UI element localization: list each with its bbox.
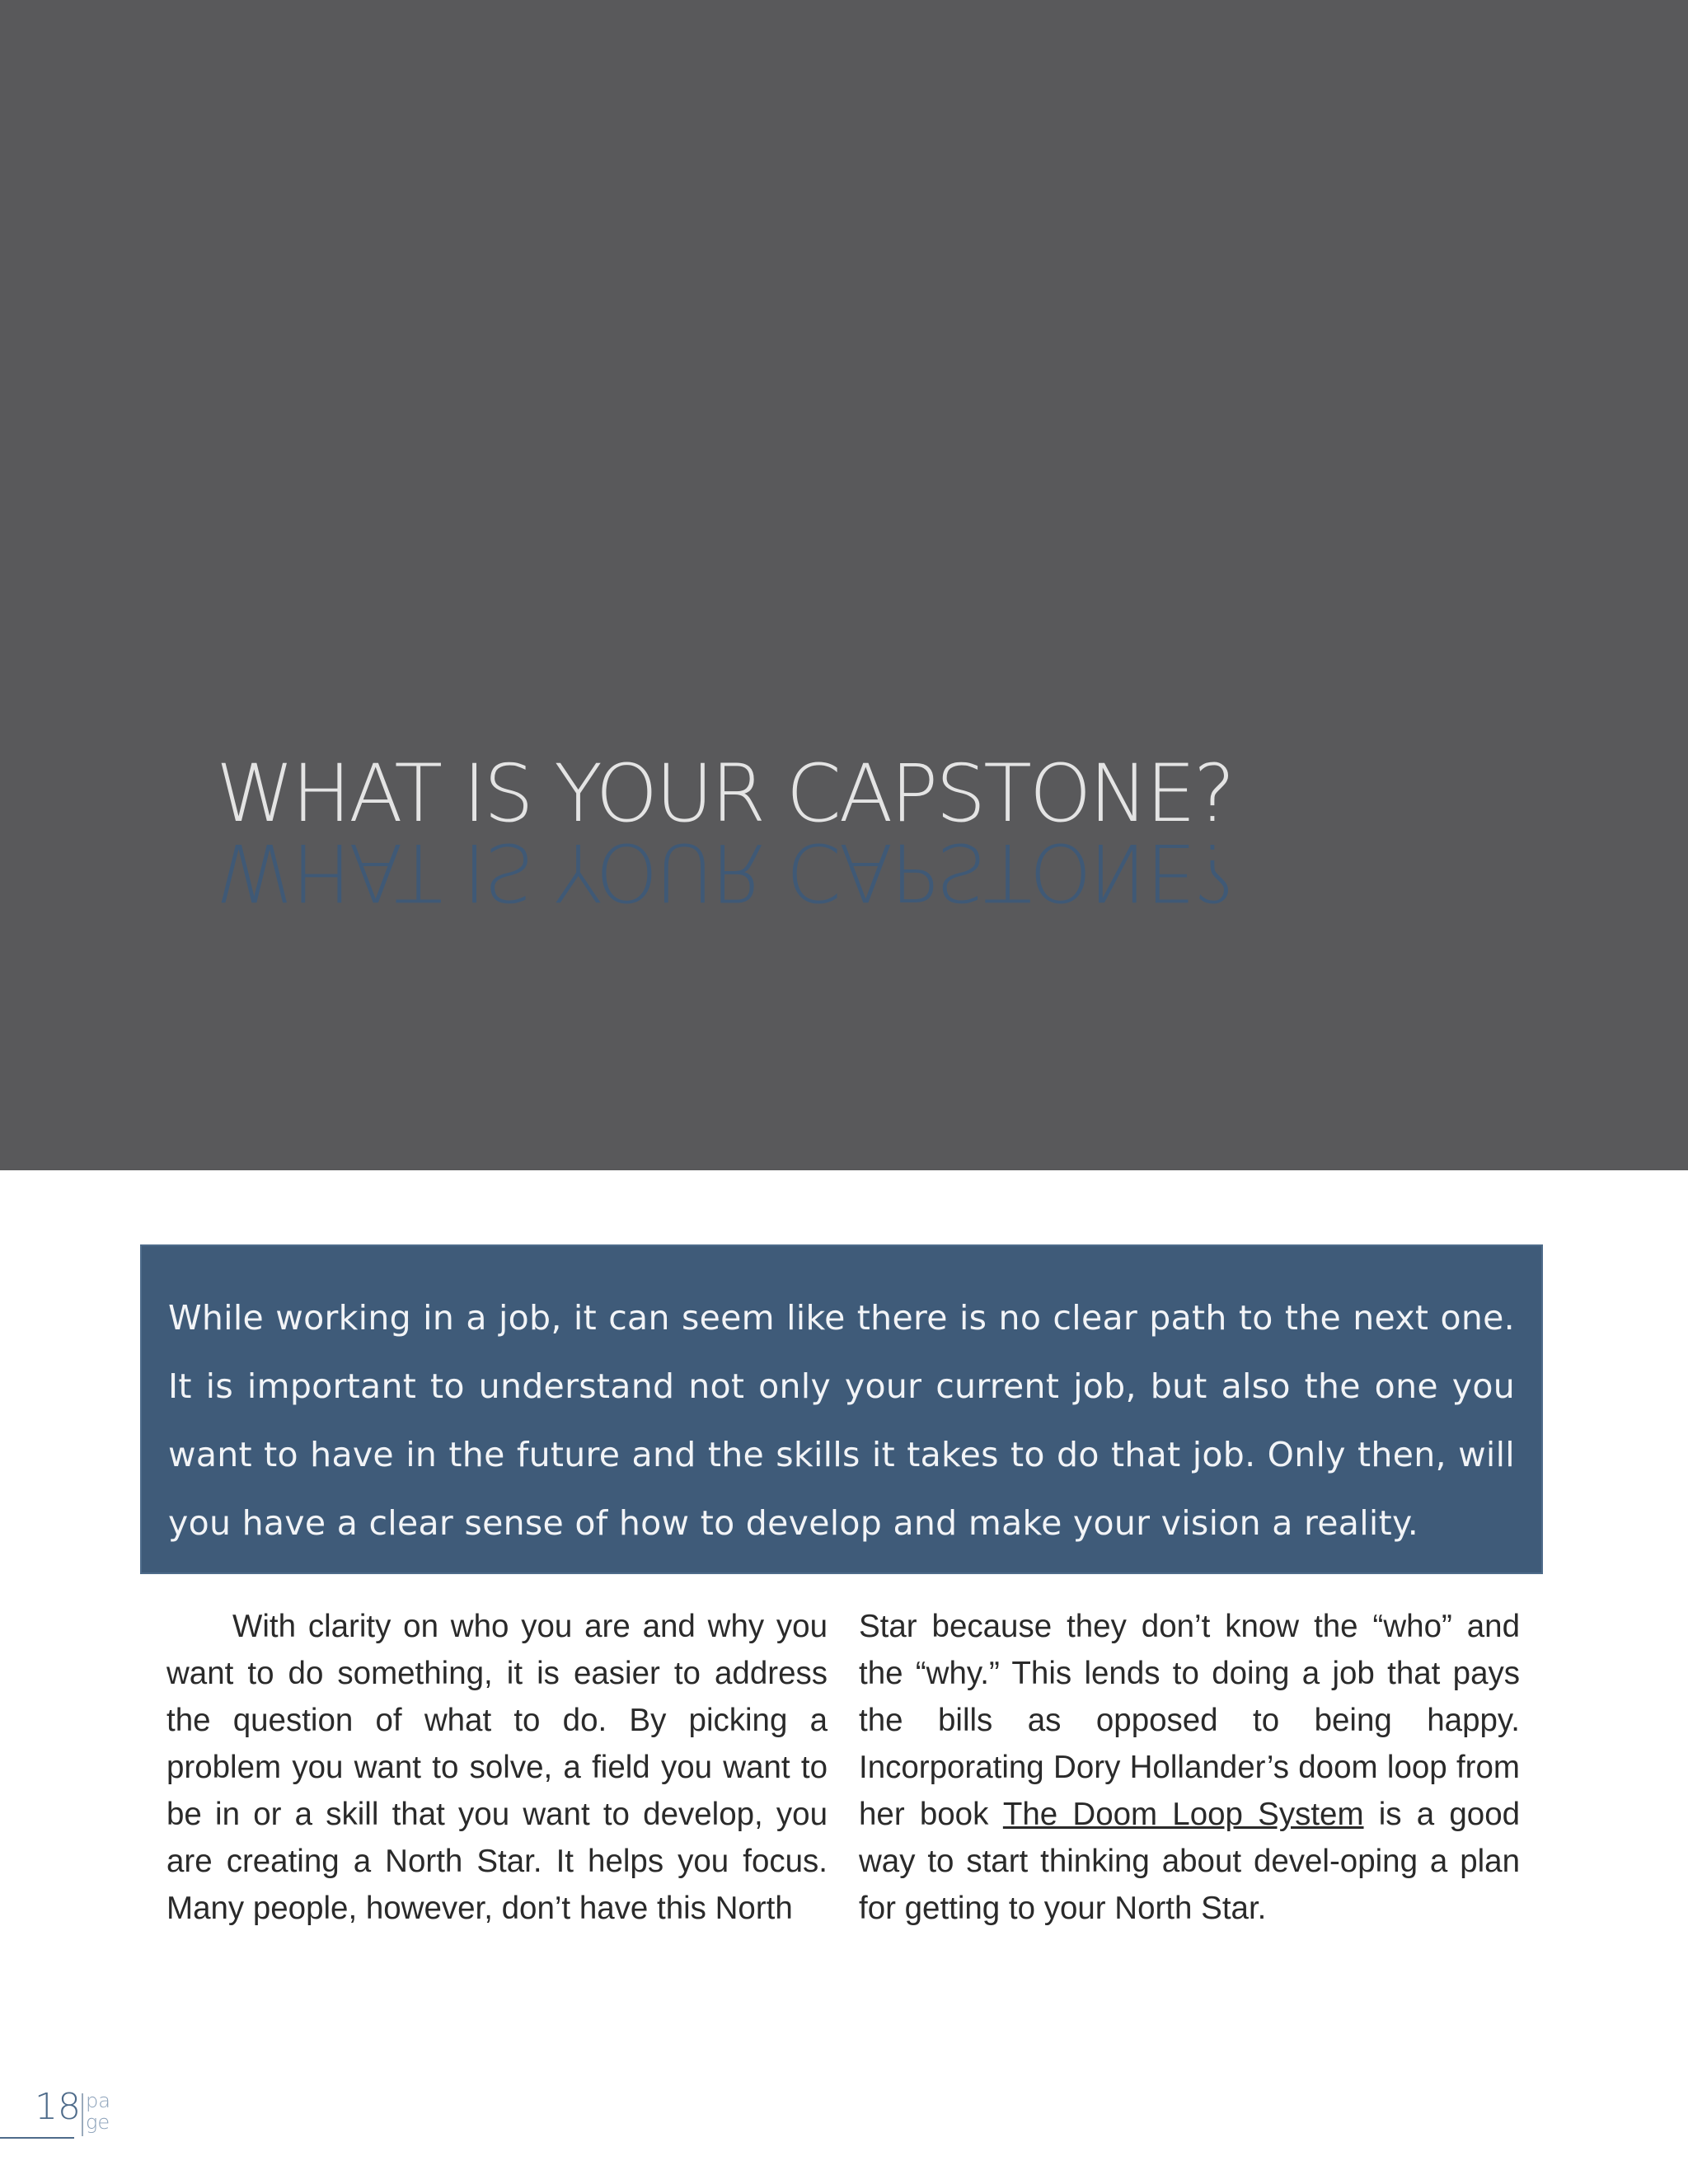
page-number-divider [82, 2093, 83, 2136]
body-column-1: With clarity on who you are and why you want to do something, it is easier to address the question of what to do. By picking a problem you want to solve, a field you want to be in or a skill that you want to develop, you are creating a North Star. It helps you focus. Many people, however, don’t have this North [166, 1609, 828, 1926]
book-title: The Doom Loop System [1002, 1797, 1364, 1832]
page-title-reflection: WHAT IS YOUR CAPSTONE? [216, 826, 1233, 918]
page-number: 18 [35, 2086, 81, 2128]
callout-text: While working in a job, it can seem like there is no clear path to the next one. It is important to understand not only your current job, but also the one you want to have in the future and the skills it takes to do that job. Only then, will you have a clear sense of how to develop and make your vision a reality. [168, 1298, 1515, 1543]
body-column-2-text-b: is a good way to start thinking about devel-oping a plan for getting to your North Star. [859, 1797, 1521, 1926]
body-column-2 [859, 1603, 1520, 1932]
footer-rule [0, 2137, 74, 2139]
body-columns [166, 1603, 1520, 1932]
page-word [86, 2090, 119, 2133]
page-word-bottom: ge [86, 2111, 110, 2134]
page-title: WHAT IS YOUR CAPSTONE? [216, 748, 1233, 840]
callout-box [140, 1244, 1543, 1574]
page-word-top: pa [86, 2089, 110, 2112]
body-column-2-text-a: Star because they don’t know the “who” and the “why.” This lends to doing a job that pays the bills as opposed to being happy. Incorporating Dory Hollander’s doom loop from her book [859, 1609, 1520, 1832]
